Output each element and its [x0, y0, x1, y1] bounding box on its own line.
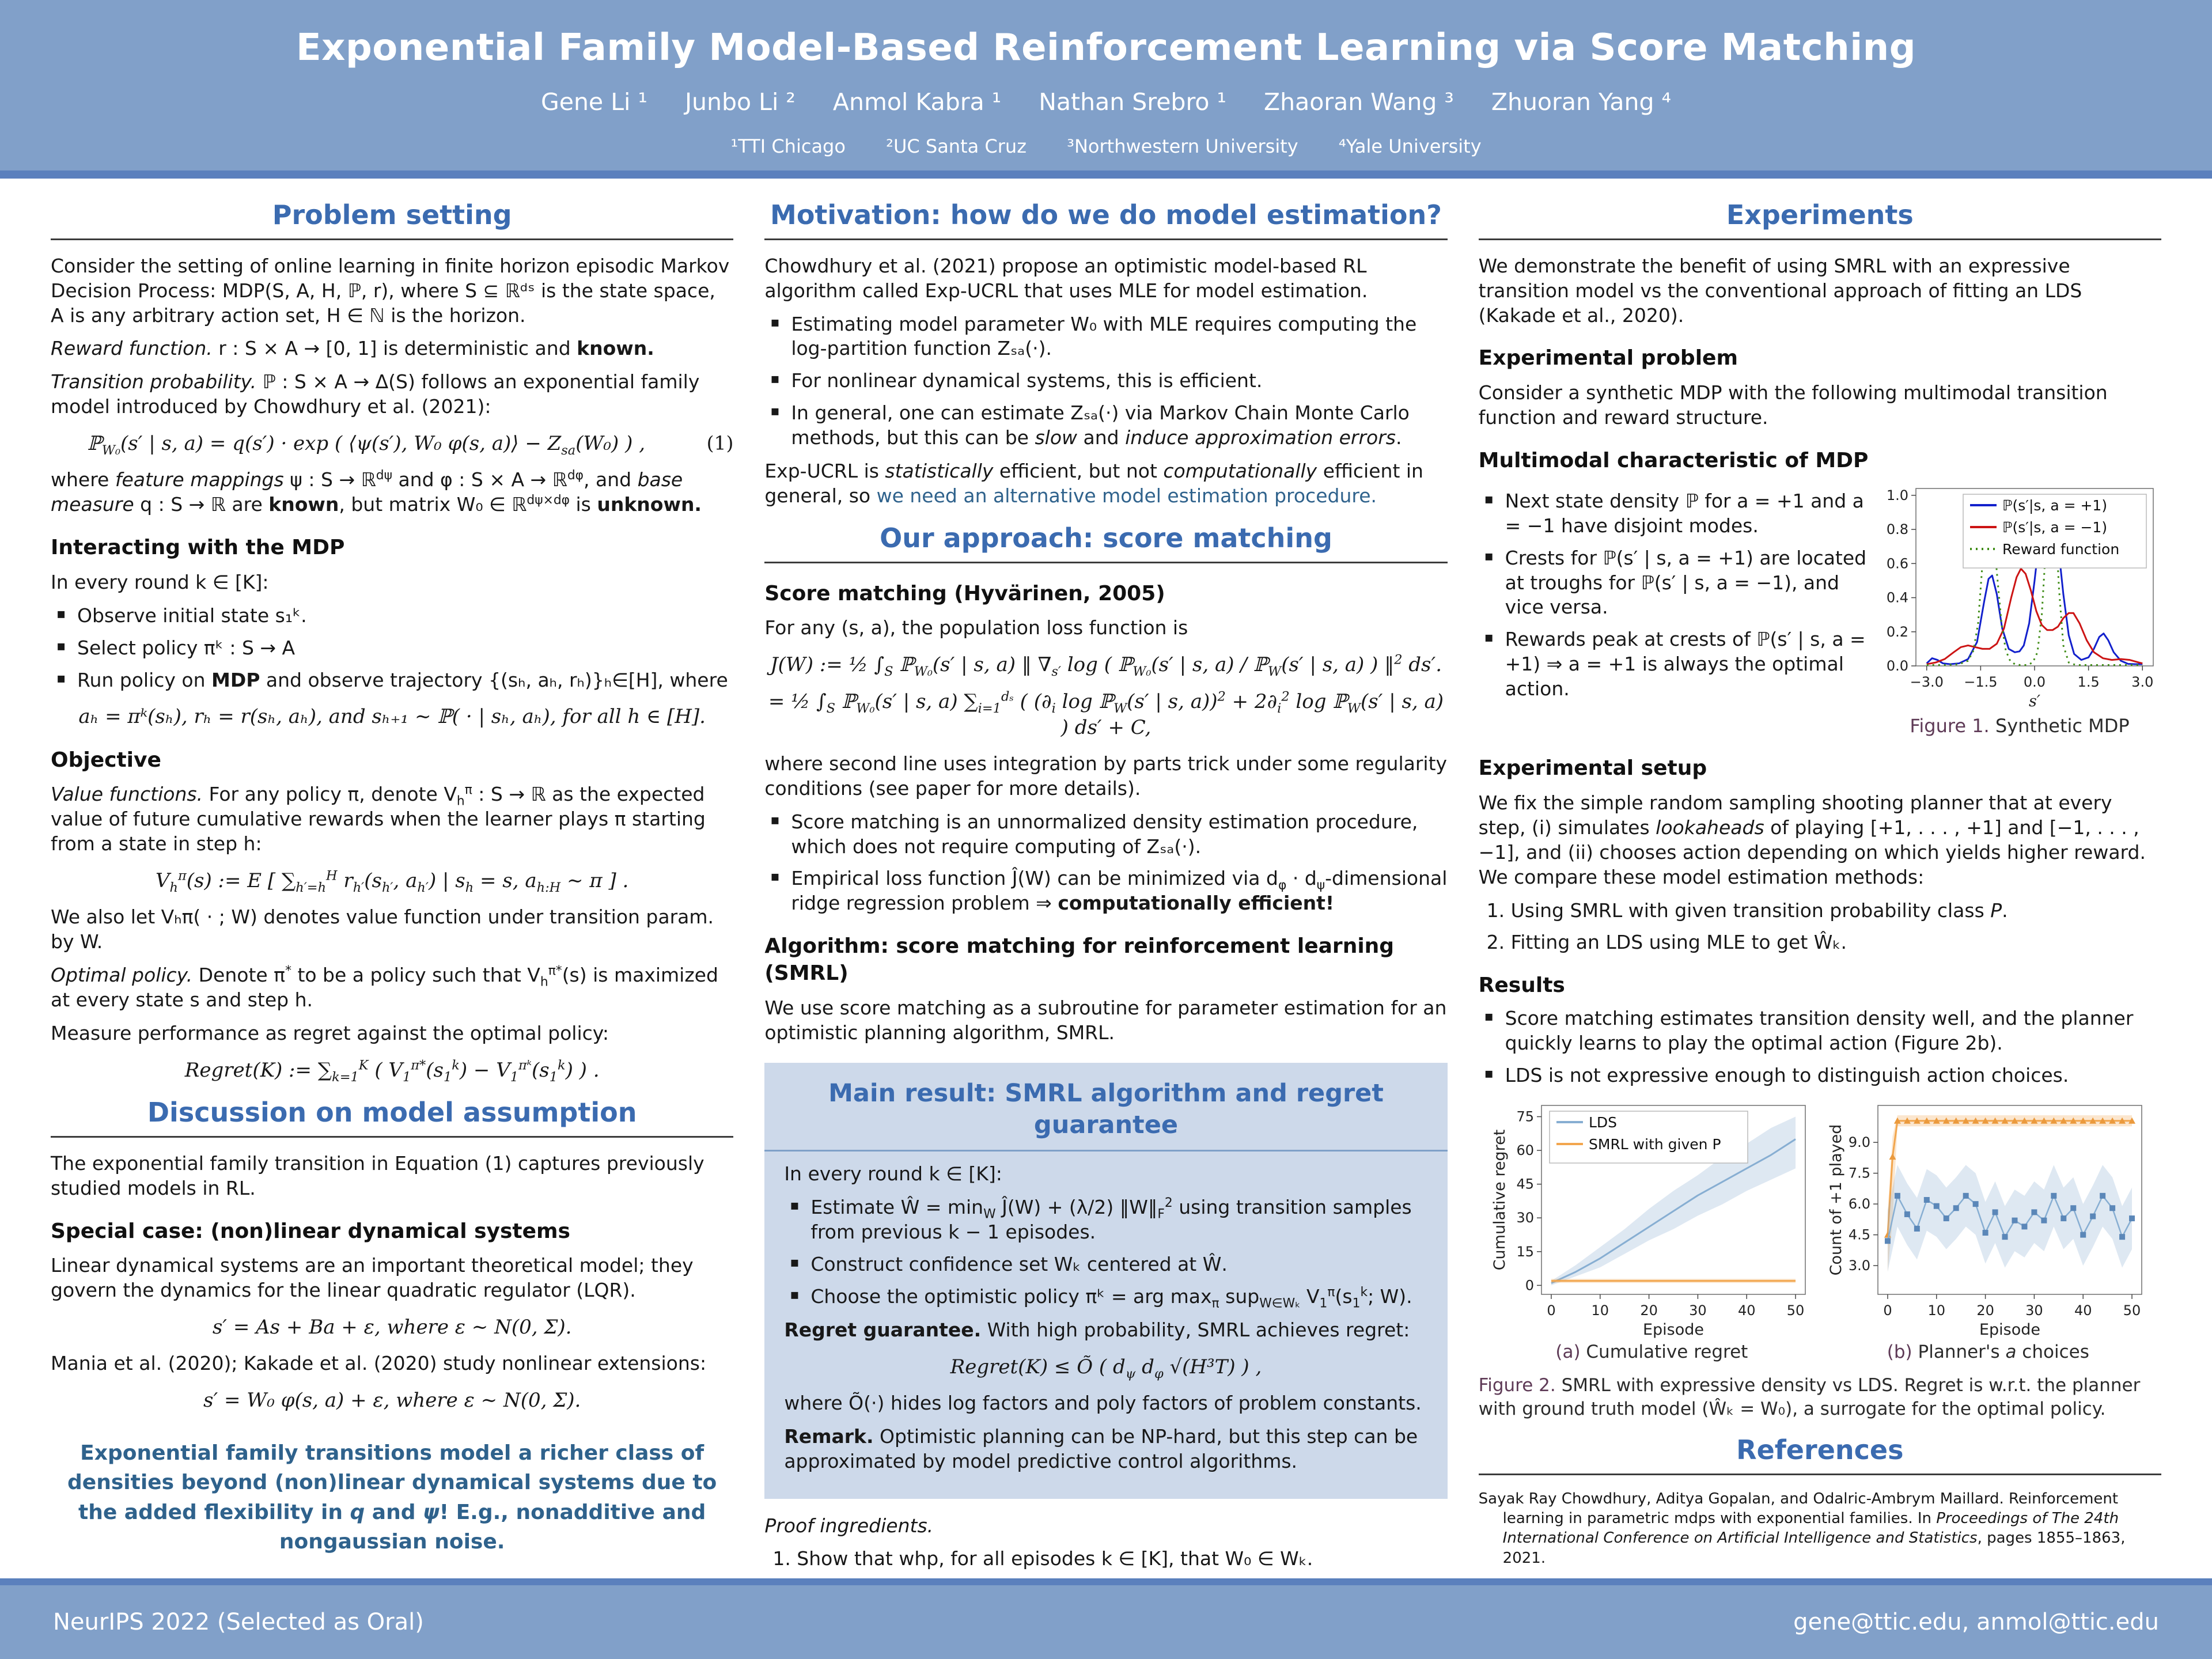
bullet-item: ▪ Run policy on MDP and observe trajectory {(sₕ, aₕ, rₕ)}ₕ∈[H], where [55, 668, 733, 693]
equation-trajectory: aₕ = πᵏ(sₕ), rₕ = r(sₕ, aₕ), and sₕ₊₁ ∼ ℙ( · | sₕ, aₕ), for all h ∈ [H]. [78, 705, 706, 729]
author: Zhaoran Wang ³ [1264, 88, 1454, 116]
svg-text:9.0: 9.0 [1849, 1134, 1871, 1151]
svg-text:0: 0 [1547, 1302, 1556, 1319]
subheading-multimodal: Multimodal characteristic of MDP [1478, 449, 1869, 473]
svg-text:45: 45 [1516, 1176, 1535, 1192]
figure2a-subcaption: (a) Cumulative regret [1555, 1342, 1748, 1363]
bullet-list [764, 810, 1447, 916]
poster-header [0, 0, 2212, 171]
author: Junbo Li ² [684, 88, 796, 116]
figure2a-chart-cumulative-regret [1490, 1099, 1813, 1340]
equation-regret: Regret(K) := $\sum_{k=1}^K$ ( $V_1^{\pi*}(s_1^k) - V_1^{\pi ᵏ}(s_1^k)$ ) . [184, 1058, 600, 1085]
footer-emails: gene@ttic.edu, anmol@ttic.edu [1793, 1609, 2159, 1635]
svg-text:SMRL with given P: SMRL with given P [1589, 1136, 1721, 1153]
header-accent-strip [0, 171, 2212, 179]
svg-text:3.0: 3.0 [1849, 1257, 1871, 1274]
svg-text:6.0: 6.0 [1849, 1196, 1871, 1213]
svg-text:40: 40 [1738, 1302, 1756, 1319]
section-rule [1479, 238, 2161, 240]
subheading-objective: Objective [51, 748, 161, 772]
section-heading-our-approach: Our approach: score matching [880, 522, 1332, 554]
affiliation: ³Northwestern University [1067, 135, 1298, 158]
svg-text:Reward function: Reward function [2002, 540, 2120, 558]
bullet-list [784, 1195, 1427, 1309]
svg-text:0.2: 0.2 [1886, 623, 1908, 640]
affiliation: ⁴Yale University [1338, 135, 1482, 158]
svg-text:40: 40 [2074, 1302, 2092, 1319]
authors-line [0, 87, 2212, 118]
paragraph: Mania et al. (2020); Kakade et al. (2020) study nonlinear extensions: [51, 1352, 707, 1375]
equation-value-function: $V_h^\pi(s)$ := E [ $\sum_{h'=h}^H$ $r_{h'}(s_{h'}$, $a_{h'}$) | $s_h = s$, $a_{h:H}$ ∼ π ] . [155, 868, 629, 895]
svg-text:0.0: 0.0 [2023, 673, 2046, 690]
column-approach [764, 196, 1447, 1596]
equation-loss-line2: = ½ $\int_S$ ℙ$_{W_0}$(s′ | s, a) $\sum_{i=1}^{d_s}$ ( ($\partial_i$ log ℙ$_W$(s′ | s, $a))^2 + 2\partial_i^2$ log ℙ$_W$(s′ | s, a) ) ds′ + C, [768, 690, 1444, 739]
svg-text:10: 10 [1927, 1302, 1946, 1319]
bullet-item: ▪ Score matching is an unnormalized density estimation procedure, which does not require computing of Zₛₐ(·). [769, 810, 1447, 859]
footer-venue: NeurIPS 2022 (Selected as Oral) [53, 1609, 424, 1635]
svg-text:s′: s′ [2029, 692, 2040, 710]
poster-footer [0, 1585, 2212, 1659]
proof-step: 1. Show that whp, for all episodes k ∈ [K], that W₀ ∈ Wₖ. [772, 1547, 1313, 1570]
bullet-item: ▪ Next state density ℙ for a = +1 and a = −1 have disjoint modes. [1483, 489, 1869, 539]
subheading-smrl-algorithm: Algorithm: score matching for reinforcement learning (SMRL) [764, 934, 1395, 985]
figure1-row [1479, 482, 2161, 738]
svg-text:0: 0 [1525, 1277, 1535, 1294]
figure2a [1490, 1099, 1813, 1363]
paragraph: Consider a synthetic MDP with the following multimodal transition function and reward structure. [1478, 381, 2108, 429]
footer-accent-strip [0, 1578, 2212, 1585]
figure2b-chart-planner-choices [1826, 1099, 2150, 1340]
figure1 [1878, 482, 2161, 738]
paragraph: In every round k ∈ [K]: [51, 570, 269, 593]
paragraph: where second line uses integration by parts trick under some regularity conditions (see paper for more details). [764, 752, 1448, 800]
section-heading-problem-setting: Problem setting [272, 199, 512, 230]
svg-text:50: 50 [1787, 1302, 1805, 1319]
figure2-row [1479, 1099, 2161, 1363]
figure2-caption: Figure 2. SMRL with expressive density vs LDS. Regret is w.r.t. the planner with ground truth model (Ŵₖ = W₀), a surrogate for the optimal policy. [1478, 1375, 2141, 1419]
svg-text:ℙ(s′|s, a = +1): ℙ(s′|s, a = +1) [2002, 497, 2108, 514]
paragraph: We fix the simple random sampling shooting planner that at every step, (i) simulates lookaheads of playing [+1, . . . , +1] and [−1, . . . , −1], and (ii) chooses action depending on which yields higher reward. We compare these model estimation methods: [1478, 791, 2146, 888]
svg-text:−3.0: −3.0 [1910, 673, 1944, 690]
equation-nonlinear: s′ = W₀ φ(s, a) + ε, where ε ∼ N(0, Σ). [203, 1389, 581, 1412]
svg-text:0: 0 [1883, 1302, 1892, 1319]
equation-row [51, 431, 733, 456]
paragraph: Chowdhury et al. (2021) propose an optimistic model-based RL algorithm called Exp-UCRL that uses MLE for model estimation. [764, 254, 1368, 302]
paragraph: Remark. Optimistic planning can be NP-hard, but this step can be approximated by model predictive control algorithms. [784, 1425, 1418, 1472]
bullet-item: ▪ Empirical loss function Ĵ(W) can be minimized via $d_\varphi$ · $d_\psi$-dimensional ridge regression problem ⇒ computationally efficient! [769, 866, 1447, 916]
bullet-item: ▪ Select policy πᵏ : S → A [55, 636, 733, 661]
bullet-list [1479, 482, 1869, 709]
subheading-experimental-setup: Experimental setup [1478, 756, 1707, 781]
author: Nathan Srebro ¹ [1039, 88, 1226, 116]
svg-text:60: 60 [1516, 1142, 1535, 1159]
svg-text:30: 30 [1689, 1302, 1707, 1319]
equation-exponential-family: ℙ$_{W_0}$(s′ | s, a) = q(s′) · exp ( ⟨ψ(s′), W₀ φ(s, a)⟩ − $Z_{sa}(W_0)$ ) , [87, 432, 645, 458]
bullet-item: ▪ Choose the optimistic policy πᵏ = arg $\max_\pi sup_{W\in W_k}$ $V_1^\pi(s_1^k$; W). [789, 1285, 1427, 1309]
bullet-item: ▪ Score matching estimates transition density well, and the planner quickly learns to play the optimal action (Figure 2b). [1483, 1006, 2161, 1056]
section-heading-experiments: Experiments [1726, 199, 1914, 230]
paragraph: Linear dynamical systems are an important theoretical model; they govern the dynamics for the linear quadratic regulator (LQR). [51, 1254, 694, 1302]
svg-text:75: 75 [1516, 1108, 1535, 1125]
bullet-list [1479, 1006, 2161, 1088]
paragraph: For any (s, a), the population loss function is [764, 616, 1188, 639]
affiliation: ²UC Santa Cruz [886, 135, 1027, 158]
author: Gene Li ¹ [540, 88, 647, 116]
svg-text:20: 20 [1976, 1302, 1995, 1319]
bullet-list [764, 312, 1447, 450]
main-result-rule [764, 1150, 1447, 1152]
main-result-box [764, 1063, 1447, 1499]
proof-ingredients-label: Proof ingredients. [764, 1514, 934, 1537]
bullet-list [51, 604, 733, 693]
paragraph: Transition probability. ℙ : S × A → Δ(S) follows an exponential family model introduced by Chowdhury et al. (2021): [51, 370, 700, 418]
svg-text:4.5: 4.5 [1849, 1226, 1871, 1243]
paragraph: The exponential family transition in Equation (1) captures previously studied models in RL. [51, 1152, 704, 1199]
paragraph: Optimal policy. Denote π* to be a policy such that $V_h^{\pi*}(s)$ is maximized at every state s and step h. [51, 964, 718, 1011]
paragraph: where Õ(·) hides log factors and poly factors of problem constants. [784, 1391, 1422, 1414]
bullet-item: ▪ In general, one can estimate Zₛₐ(·) via Markov Chain Monte Carlo methods, but this can be slow and induce approximation errors. [769, 401, 1447, 450]
main-result-title: Main result: SMRL algorithm and regret guarantee [828, 1078, 1384, 1140]
paragraph: Measure performance as regret against the optimal policy: [51, 1021, 609, 1044]
figure2b [1826, 1099, 2150, 1363]
equation-number: (1) [706, 431, 734, 454]
svg-text:50: 50 [2123, 1302, 2141, 1319]
bullet-item: ▪ Estimate Ŵ = $\min_W$ Ĵ(W) + (λ/2) $‖W‖_F^2$ using transition samples from previous k − 1 episodes. [789, 1195, 1427, 1245]
paragraph: We also let Vₕπ( · ; W) denotes value function under transition param. by W. [51, 906, 714, 953]
section-rule [764, 562, 1447, 563]
svg-text:ℙ(s′|s, a = −1): ℙ(s′|s, a = −1) [2002, 518, 2108, 536]
section-rule [1479, 1474, 2161, 1475]
svg-text:Cumulative regret: Cumulative regret [1491, 1129, 1509, 1271]
svg-text:10: 10 [1591, 1302, 1609, 1319]
reference-item: Sayak Ray Chowdhury, Aditya Gopalan, and Odalric-Ambrym Maillard. Reinforcement learning in parametric mdps with exponential families. In Proceedings of The 24th International Conference on Artificial Intelligence and Statistics, pages 1855–1863, 2021. [1478, 1490, 2126, 1567]
svg-text:1.5: 1.5 [2077, 673, 2100, 690]
svg-text:15: 15 [1516, 1243, 1535, 1260]
svg-text:Episode: Episode [1979, 1321, 2041, 1339]
bullet-item: ▪ Observe initial state s₁ᵏ. [55, 604, 733, 628]
svg-text:0.6: 0.6 [1886, 555, 1908, 572]
bullet-item: ▪ For nonlinear dynamical systems, this is efficient. [769, 369, 1447, 393]
affiliation: ¹TTI Chicago [730, 135, 846, 158]
svg-text:0.8: 0.8 [1886, 521, 1908, 537]
paragraph: where feature mappings ψ : S → ℝ$^{d\psi}$ and φ : S × A → ℝ$^{d\varphi}$, and base measure q : S → ℝ are known, but matrix W₀ ∈ ℝ$^{d\psi\times d\varphi}$ is unknown. [51, 468, 702, 516]
column-experiments [1479, 196, 2161, 1596]
paragraph: Consider the setting of online learning in finite horizon episodic Markov Decision Process: MDP(S, A, H, ℙ, r), where S ⊆ ℝᵈˢ is the state space, A is any arbitrary action set, H ∈ ℕ is the horizon. [51, 254, 730, 327]
paragraph: In every round k ∈ [K]: [784, 1162, 1002, 1185]
section-heading-references: References [1736, 1434, 1904, 1465]
equation-lds: s′ = As + Ba + ε, where ε ∼ N(0, Σ). [212, 1316, 572, 1339]
paragraph: Regret guarantee. With high probability, SMRL achieves regret: [784, 1318, 1410, 1341]
svg-text:30: 30 [2025, 1302, 2044, 1319]
svg-text:−1.5: −1.5 [1964, 673, 1998, 690]
subheading-results: Results [1478, 973, 1565, 997]
setup-method: 2. Fitting an LDS using MLE to get Ŵₖ. [1486, 930, 1847, 953]
svg-text:7.5: 7.5 [1849, 1165, 1871, 1181]
svg-text:LDS: LDS [1589, 1114, 1618, 1131]
author: Zhuoran Yang ⁴ [1491, 88, 1672, 116]
highlight-takeaway: Exponential family transitions model a richer class of densities beyond (non)linear dynamical systems due to the added flexibility in q and ψ! E.g., nonadditive and nongaussian noise. [67, 1441, 717, 1554]
bullet-item: ▪ LDS is not expressive enough to distinguish action choices. [1483, 1063, 2161, 1088]
paragraph: Reward function. r : S × A → [0, 1] is deterministic and known. [51, 337, 654, 360]
svg-text:0.0: 0.0 [1886, 657, 1908, 674]
section-rule [764, 238, 1447, 240]
subheading-experimental-problem: Experimental problem [1478, 346, 1738, 370]
svg-text:20: 20 [1640, 1302, 1658, 1319]
paragraph: We use score matching as a subroutine for parameter estimation for an optimistic planning algorithm, SMRL. [764, 996, 1447, 1044]
svg-text:0.4: 0.4 [1886, 589, 1908, 606]
bullet-item: ▪ Estimating model parameter W₀ with MLE requires computing the log-partition function Zₛₐ(·). [769, 312, 1447, 362]
svg-text:Count of +1 played: Count of +1 played [1827, 1124, 1846, 1276]
section-rule [51, 1136, 733, 1138]
affiliations-line [0, 135, 2212, 159]
subheading-score-matching: Score matching (Hyvärinen, 2005) [764, 581, 1165, 605]
figure1-chart-synthetic-mdp [1878, 482, 2161, 712]
setup-method: 1. Using SMRL with given transition probability class P. [1486, 899, 2008, 922]
svg-text:30: 30 [1516, 1210, 1535, 1226]
poster-title: Exponential Family Model-Based Reinforcement Learning via Score Matching [296, 26, 1916, 69]
figure2b-subcaption: (b) Planner's a choices [1887, 1342, 2089, 1363]
equation-loss-line1: J(W) := ½ $\int_S$ ℙ$_{W_0}$(s′ | s, a) ‖ $\nabla_{s'}$ log ( ℙ$_{W_0}$(s′ | s, a) / ℙ$_W$(s′ | s, a) ) ‖$^2$ ds′. [770, 652, 1442, 680]
column-problem-setting [51, 196, 733, 1596]
section-rule [51, 238, 733, 240]
svg-text:1.0: 1.0 [1886, 487, 1908, 503]
paragraph: Exp-UCRL is statistically efficient, but not computationally efficient in general, so we need an alternative model estimation procedure. [764, 460, 1423, 507]
subheading-special-case: Special case: (non)linear dynamical systems [51, 1219, 570, 1243]
section-heading-discussion: Discussion on model assumption [147, 1096, 637, 1128]
equation-regret-bound: Regret(K) ≤ Õ ( $d_\psi$ $d_\varphi$ √(H³T) ) , [950, 1355, 1262, 1381]
bullet-item: ▪ Construct confidence set Wₖ centered at Ŵ. [789, 1252, 1427, 1277]
bullet-item: ▪ Rewards peak at crests of ℙ(s′ | s, a = +1) ⇒ a = +1 is always the optimal action. [1483, 627, 1869, 702]
figure1-caption: Figure 1. Synthetic MDP [1910, 714, 2130, 737]
author: Anmol Kabra ¹ [832, 88, 1002, 116]
subheading-interacting-mdp: Interacting with the MDP [51, 536, 345, 560]
paragraph: We demonstrate the benefit of using SMRL with an expressive transition model vs the conventional approach of fitting an LDS (Kakade et al., 2020). [1478, 254, 2082, 327]
svg-text:3.0: 3.0 [2131, 673, 2154, 690]
paragraph: Value functions. For any policy π, denote $V_h^\pi$ : S → ℝ as the expected value of future cumulative rewards when the learner plays π starting from a state in step h: [51, 783, 706, 855]
svg-text:Episode: Episode [1643, 1321, 1705, 1339]
poster-body [0, 179, 2212, 1596]
bullet-item: ▪ Crests for ℙ(s′ | s, a = +1) are located at troughs for ℙ(s′ | s, a = −1), and vice versa. [1483, 546, 1869, 620]
section-heading-motivation: Motivation: how do we do model estimation? [770, 199, 1442, 230]
